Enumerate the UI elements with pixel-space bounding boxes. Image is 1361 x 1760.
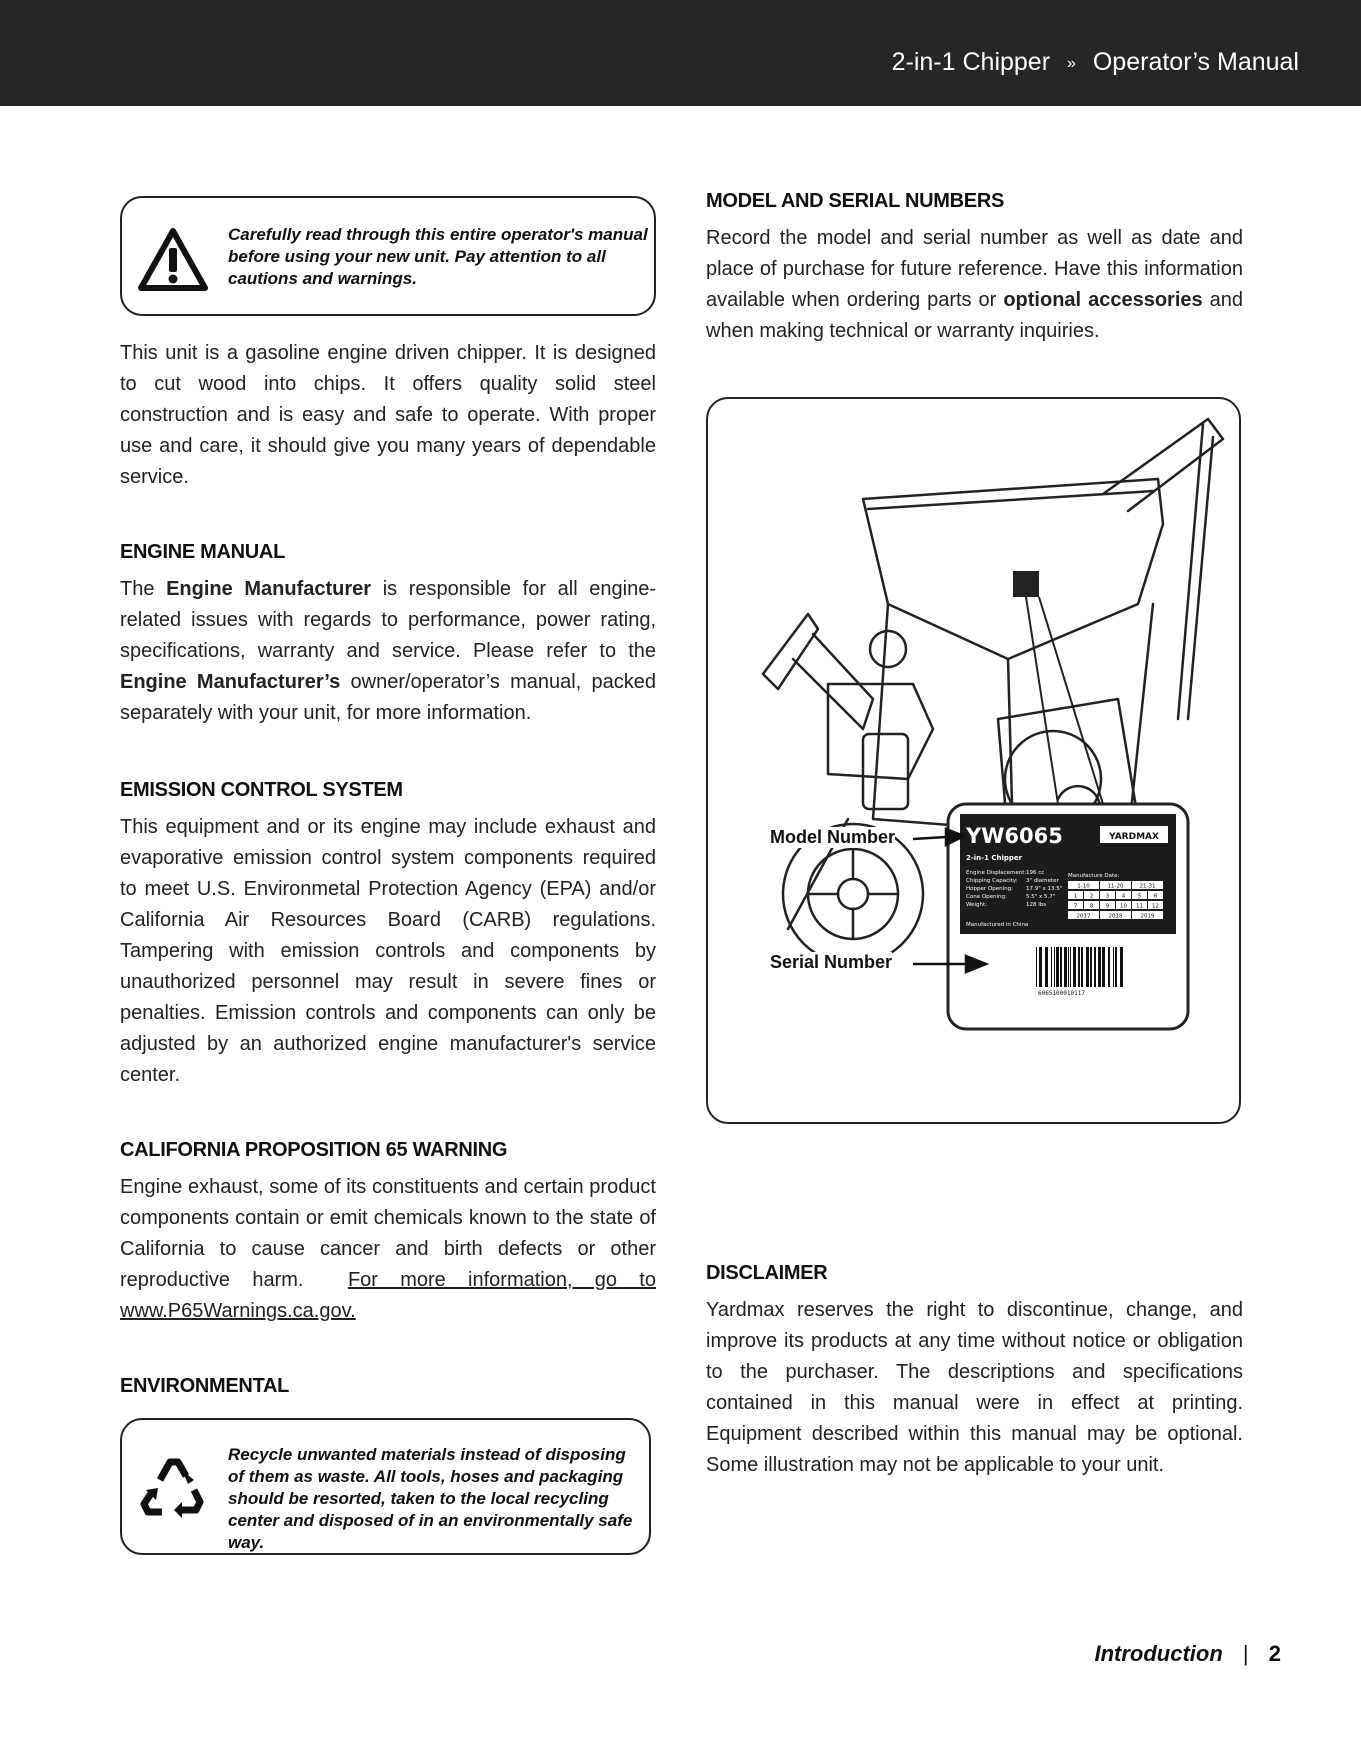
environmental-box bbox=[120, 1418, 651, 1555]
plate-grid-text: 2018 bbox=[1108, 913, 1123, 920]
plate-grid-text: 2017 bbox=[1076, 913, 1091, 920]
plate-serial: 6065100010117 bbox=[1038, 990, 1085, 997]
recycle-icon bbox=[138, 1450, 208, 1527]
plate-spec-value: 17.9" x 13.5" bbox=[1026, 886, 1063, 892]
plate-model: YW6065 bbox=[966, 824, 1063, 848]
plate-grid-text: 2019 bbox=[1140, 913, 1155, 920]
barcode-bar bbox=[1115, 947, 1117, 987]
plate-spec-label: Hopper Opening: bbox=[966, 886, 1013, 892]
barcode-bar bbox=[1060, 947, 1062, 987]
header-bar bbox=[0, 0, 1361, 106]
warning-box bbox=[120, 196, 656, 316]
plate-grid-text: 21-31 bbox=[1139, 883, 1156, 890]
warning-triangle-icon bbox=[138, 228, 208, 297]
barcode-bar bbox=[1086, 947, 1089, 987]
barcode-bar bbox=[1078, 947, 1080, 987]
right-column bbox=[706, 190, 1243, 1481]
plate-spec-label: Cone Opening: bbox=[966, 894, 1007, 900]
model-number-label: Model Number bbox=[770, 827, 896, 847]
chipper-illustration bbox=[708, 399, 1239, 1122]
plate-grid-text: 5 bbox=[1137, 893, 1142, 900]
model-serial-text: Record the model and serial number as well as date and place of purchase for future reference. Have this information available when ordering parts or optional accessories and when making technical or warranty inquiries. bbox=[706, 227, 1243, 342]
engine-manual-text: The Engine Manufacturer is responsible for all engine-related issues with regards to performance, power rating, specifications, warranty and service. Please refer to the Engine Manufacturer’s owner/operator’s manual, packed separately with your unit, for more information. bbox=[120, 578, 656, 724]
plate-brand: YARDMAX bbox=[1109, 832, 1159, 842]
footer-separator: | bbox=[1242, 1641, 1249, 1666]
plate-spec-label: Chipping Capacity: bbox=[966, 878, 1018, 884]
barcode-bar bbox=[1113, 947, 1114, 987]
plate-grid-text: 12 bbox=[1152, 903, 1159, 910]
environmental-text: Recycle unwanted materials instead of disposing of them as waste. All tools, hoses and packaging should be resorted, taken to the local recycling center and disposed of in an environmentally safe way. bbox=[228, 1445, 633, 1552]
barcode-bar bbox=[1045, 947, 1048, 987]
plate-spec-label: Engine Displacement: bbox=[966, 870, 1027, 876]
barcode-bar bbox=[1056, 947, 1059, 987]
barcode-bar bbox=[1070, 947, 1071, 987]
header-product: 2-in-1 Chipper bbox=[891, 48, 1051, 76]
plate-grid-text: 6 bbox=[1153, 893, 1158, 900]
emission-text: This equipment and or its engine may include exhaust and evaporative emission control system components required to meet U.S. Environmetal Protection Agency (EPA) and/or California Air Resources Board (CARB) regulations. Tampering with emission controls and components by unauthorized personnel may result in severe fines or penalties. Emission controls and components can only be adjusted by an authorized engine manufacturer's service center. bbox=[120, 816, 656, 1086]
plate-spec-value: 128 lbs bbox=[1026, 902, 1047, 908]
page-number: 2 bbox=[1268, 1641, 1281, 1666]
disclaimer-heading: DISCLAIMER bbox=[706, 1262, 828, 1284]
header-title bbox=[892, 48, 1299, 77]
barcode-bar bbox=[1054, 947, 1055, 987]
left-column bbox=[120, 190, 656, 1555]
plate-grid-text: 4 bbox=[1121, 893, 1126, 900]
plate-grid-text: 10 bbox=[1120, 903, 1127, 910]
barcode-bar bbox=[1090, 947, 1092, 987]
plate-spec-value: 3" diameter bbox=[1026, 878, 1059, 884]
barcode-bar bbox=[1051, 947, 1052, 987]
barcode-bar bbox=[1068, 947, 1069, 987]
plate-grid-text: 8 bbox=[1089, 903, 1094, 910]
plate-grid-text: 7 bbox=[1073, 903, 1078, 910]
environmental-heading: ENVIRONMENTAL bbox=[120, 1375, 290, 1397]
page-footer bbox=[1094, 1641, 1281, 1667]
barcode-bar bbox=[1081, 947, 1083, 987]
plate-grid-text: 11-20 bbox=[1107, 883, 1124, 890]
header-manual: Operator’s Manual bbox=[1092, 48, 1299, 76]
barcode-bar bbox=[1094, 947, 1096, 987]
prop65-link[interactable]: For more information, go to www.P65Warnings.ca.gov. bbox=[120, 1269, 656, 1322]
plate-grid-text: 2 bbox=[1089, 893, 1094, 900]
barcode-bar bbox=[1039, 947, 1042, 987]
plate-grid-text: 3 bbox=[1105, 893, 1110, 900]
barcode-bar bbox=[1098, 947, 1101, 987]
barcode-bar bbox=[1036, 947, 1037, 987]
footer-section: Introduction bbox=[1094, 1641, 1223, 1666]
plate-spec-label: Weight: bbox=[966, 902, 988, 908]
plate-spec-value: 196 cc bbox=[1026, 870, 1045, 876]
prop65-heading: CALIFORNIA PROPOSITION 65 WARNING bbox=[120, 1139, 508, 1161]
header-separator: » bbox=[1067, 55, 1076, 72]
barcode-bar bbox=[1064, 947, 1067, 987]
engine-manual-heading: ENGINE MANUAL bbox=[120, 541, 285, 563]
barcode-bar bbox=[1120, 947, 1123, 987]
plate-grid-text: 1-10 bbox=[1077, 883, 1090, 890]
intro-text: This unit is a gasoline engine driven chipper. It is designed to cut wood into chips. It offers quality solid steel construction and is easy and safe to operate. With proper use and care, it should give you many years of dependable service. bbox=[120, 342, 656, 488]
prop65-text: Engine exhaust, some of its constituents and certain product components contain or emit chemicals known to the state of California to cause cancer and birth defects or other reproductive harm. For more information, go to www.P65Warnings.ca.gov. bbox=[120, 1176, 656, 1322]
plate-subtitle: 2-in-1 Chipper bbox=[966, 854, 1023, 862]
chipper-figure bbox=[706, 397, 1241, 1124]
model-serial-heading: MODEL AND SERIAL NUMBERS bbox=[706, 190, 1005, 212]
plate-grid-text: 11 bbox=[1136, 903, 1143, 910]
plate-grid-text: 9 bbox=[1105, 903, 1110, 910]
barcode-bar bbox=[1073, 947, 1076, 987]
plate-grid-text: 1 bbox=[1073, 893, 1078, 900]
plate-mfg-label: Manufacture Date: bbox=[1068, 873, 1120, 879]
emission-heading: EMISSION CONTROL SYSTEM bbox=[120, 779, 403, 801]
plate-spec-value: 5.5" x 5.7" bbox=[1026, 894, 1056, 900]
plate-made-in: Manufactured in China bbox=[966, 922, 1029, 928]
barcode-bar bbox=[1102, 947, 1105, 987]
disclaimer-text: Yardmax reserves the right to discontinue, change, and improve its products at any time without notice or obligation to the purchaser. The descriptions and specifications contained in this manual were in effect at printing. Equipment described within this manual may be optional. Some illustration may not be applicable to your unit. bbox=[706, 1299, 1243, 1476]
warning-text: Carefully read through this entire operator's manual before using your new unit. Pay attention to all cautions and warnings. bbox=[228, 225, 648, 288]
barcode-bar bbox=[1108, 947, 1110, 987]
serial-number-label: Serial Number bbox=[770, 952, 893, 972]
